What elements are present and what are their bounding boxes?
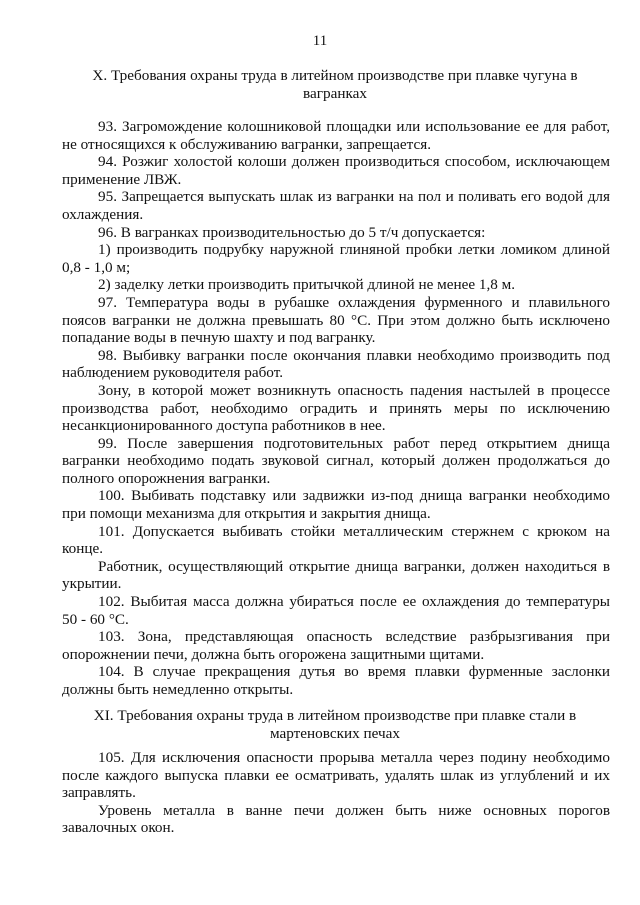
paragraph-105: 105. Для исключения опасности прорыва металла через подину необходимо после каждого выпуска плавки ее осматривать, удалять шлак из углублений и их заправлять. — [62, 749, 610, 802]
paragraph-105-level: Уровень металла в ванне печи должен быть ниже основных порогов завалочных окон. — [62, 801, 610, 837]
paragraph-100: 100. Выбивать подставку или задвижки из-под днища вагранки необходимо при помощи механизма для открытия и закрытия днища. — [62, 487, 610, 523]
paragraph-95: 95. Запрещается выпускать шлак из вагранки на пол и поливать его водой для охлаждения. — [62, 188, 610, 223]
paragraph-98-zone: Зону, в которой может возникнуть опасность падения настылей в процессе производства работ, необходимо оградить и принять меры по исключению несанкционированного доступа работников в нее. — [62, 381, 610, 435]
paragraph-98: 98. Выбивку вагранки после окончания плавки необходимо производить под наблюдением руководителя работ. — [62, 346, 610, 382]
paragraph-94: 94. Розжиг холостой колоши должен производиться способом, исключающем применение ЛВЖ. — [62, 153, 610, 188]
page-number: 11 — [312, 33, 328, 49]
paragraph-93: 93. Загромождение колошниковой площадки или использование ее для работ, не относящихся к обслуживанию вагранки, запрещается. — [62, 118, 610, 153]
section-xi-body — [62, 749, 610, 837]
section-xi-title: XI. Требования охраны труда в литейном производстве при плавке стали в мартеновских печах — [93, 707, 577, 742]
section-x-body — [62, 118, 610, 699]
paragraph-96-item-2: 2) заделку летки производить притычкой длиной не менее 1,8 м. — [98, 276, 516, 294]
paragraph-99: 99. После завершения подготовительных работ перед открытием днища вагранки необходимо подать звуковой сигнал, который должен продолжаться до полного опорожнения вагранки. — [62, 434, 610, 487]
paragraph-96: 96. В вагранках производительностью до 5 т/ч допускается: — [98, 223, 486, 241]
paragraph-101: 101. Допускается выбивать стойки металлическим стержнем с крюком на конце. — [62, 522, 610, 558]
paragraph-102: 102. Выбитая масса должна убираться после ее охлаждения до температуры 50 - 60 °С. — [62, 593, 610, 628]
paragraph-101-worker: Работник, осуществляющий открытие днища вагранки, должен находиться в укрытии. — [62, 557, 610, 593]
paragraph-96-item-1: 1) производить подрубку наружной глиняной пробки летки ломиком длиной 0,8 - 1,0 м; — [62, 241, 610, 276]
paragraph-103: 103. Зона, представляющая опасность вследствие разбрызгивания при опорожнении печи, должна быть огорожена защитными щитами. — [62, 628, 610, 663]
paragraph-104: 104. В случае прекращения дутья во время плавки фурменные заслонки должны быть немедленно открыты. — [62, 663, 610, 698]
section-x-title: X. Требования охраны труда в литейном производстве при плавке чугуна в вагранках — [92, 67, 578, 102]
paragraph-97: 97. Температура воды в рубашке охлаждения фурменного и плавильного поясов вагранки не должна превышать 80 °С. При этом должно быть исключено попадание воды в печную шахту и под вагранку. — [62, 293, 610, 347]
